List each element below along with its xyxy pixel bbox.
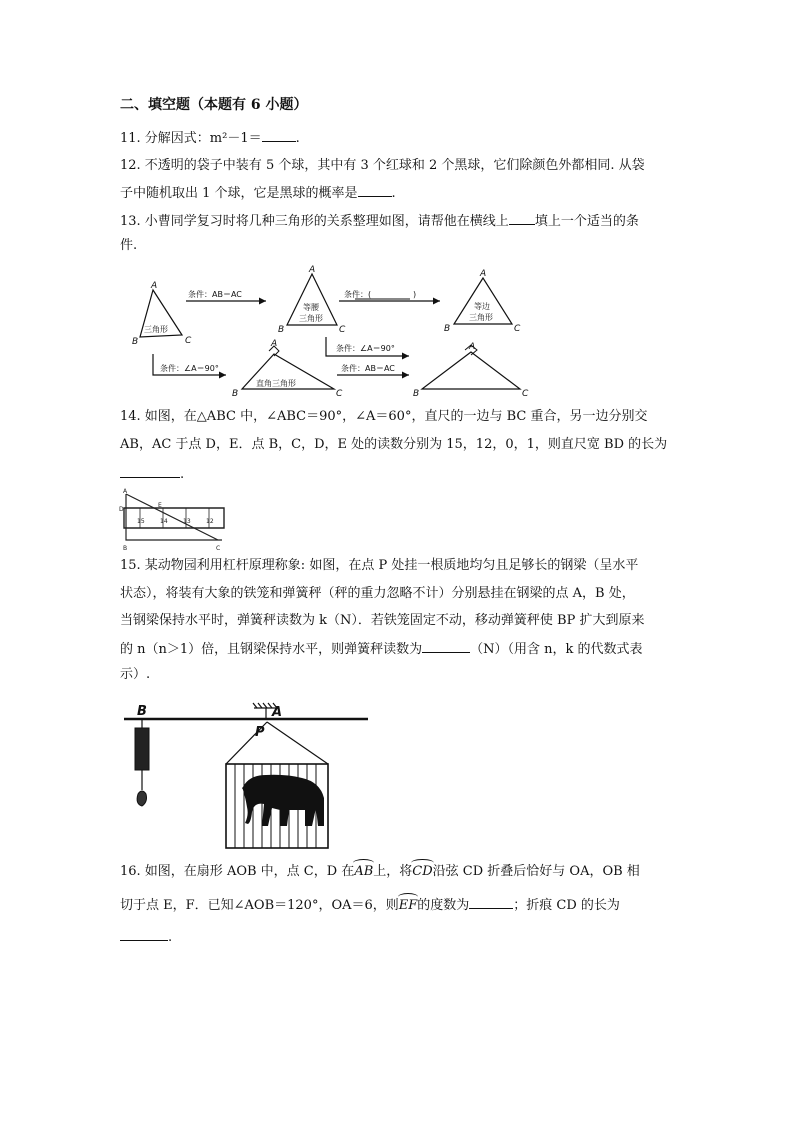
q11-text: 11. 分解因式：m²－1＝ [120,131,262,146]
spring-scale [135,728,149,770]
q16-tail: . [168,930,173,945]
q16-line2-c: ；折痕 CD 的长为 [513,898,620,913]
fig13-condition-3: 条件：∠A＝90° [336,344,395,353]
fig13-label-isosceles-2: 三角形 [299,314,323,323]
fig13-label-b2: B [278,325,285,335]
fig13-label-a3: A [480,269,487,279]
q13-line1-b: 填上一个适当的条 [534,214,639,229]
fig13-label-a4: A [271,339,278,349]
fig13-label-a1: A [151,281,158,291]
fig13-label-c5: C [522,389,529,399]
fig13-condition-2-close: ) [413,290,417,299]
q15-line4-b: （N）（用含 n，k 的代数式表 [470,642,643,657]
question-14-line2: AB，AC 于点 D，E．点 B，C，D，E 处的读数分别为 15，12，0，1，则直尺宽 BD 的长为 [120,437,668,452]
q16-length-blank[interactable] [120,927,168,941]
fig15-label-a: A [272,705,283,720]
fig13-label-b3: B [444,324,451,334]
question-16-line2 [120,895,620,915]
question-12-line2 [120,183,396,203]
q14-answer-blank[interactable] [120,464,180,478]
q15-line4-a: 的 n（n＞1）倍，且钢梁保持水平，则弹簧秤读数为 [120,642,423,657]
fig13-label-c1: C [185,336,192,346]
fig14-label-c: C [216,545,221,552]
q11-tail: . [295,131,300,146]
fig13-condition-1: 条件：AB＝AC [188,290,242,299]
section-heading: 二、填空题（本题有 6 小题） [120,97,308,113]
fig13-condition-2-open: 条件：( [344,290,372,299]
fig13-label-b5: B [413,389,420,399]
fig14-label-a: A [123,488,128,495]
figure-14-ruler [118,488,230,552]
fig13-label-c4: C [336,389,343,399]
question-13-line2: 件. [120,238,138,253]
q13-answer-blank[interactable] [509,211,535,225]
arc-ab: AB [354,864,374,879]
fig13-label-b1: B [132,337,139,347]
question-13-line1 [120,211,639,231]
right-isosceles-triangle [422,352,520,389]
q12-line2-text: 子中随机取出 1 个球，它是黑球的概率是 [120,186,358,201]
fig13-label-equilateral-1: 等边 [474,302,490,311]
q12-answer-blank[interactable] [358,183,392,197]
q15-answer-blank[interactable] [422,639,470,653]
question-14-line1: 14. 如图，在△ABC 中，∠ABC＝90°，∠A＝60°，直尺的一边与 BC 重合，另一边分别交 [120,409,648,424]
fig14-label-d: D [119,506,124,513]
fig14-tick-14: 14 [160,518,168,525]
question-16-line1 [120,863,640,881]
q11-answer-blank[interactable] [262,128,296,142]
question-12-line1: 12. 不透明的袋子中装有 5 个球，其中有 3 个红球和 2 个黑球，它们除颜色外都相同. 从袋 [120,158,645,173]
scale-hook [137,791,146,806]
fig13-label-a2: A [309,265,316,275]
q16-line2-b: 的度数为 [417,898,470,913]
elephant-silhouette [242,775,324,826]
fig13-label-equilateral-2: 三角形 [469,313,493,322]
question-15-line1: 15. 某动物园利用杠杆原理称象: 如图，在点 P 处挂一根质地均匀且足够长的钢梁（呈水平 [120,558,639,573]
figure-13-triangle-relations [126,262,536,400]
q12-tail: . [391,186,396,201]
fig13-label-triangle: 三角形 [144,325,168,334]
q16-line1-a: 16. 如图，在扇形 AOB 中，点 C，D 在 [120,864,355,879]
fig15-label-b: B [137,704,147,719]
arc-ef: EF [398,898,418,913]
fig15-label-p: P [255,725,265,740]
question-11 [120,128,300,148]
question-15-line2: 状态），将装有大象的铁笼和弹簧秤（秤的重力忽略不计）分别悬挂在钢梁的点 A，B 处， [120,586,635,601]
q13-line1-a: 13. 小曹同学复习时将几种三角形的关系整理如图，请帮他在横线上 [120,214,509,229]
question-15-line4 [120,639,643,659]
question-16-line3 [120,927,172,947]
fig14-label-b: B [123,545,128,552]
fig13-condition-5: 条件：AB＝AC [341,364,395,373]
fig13-label-c2: C [339,325,346,335]
fig13-label-isosceles-1: 等腰 [303,303,319,312]
fig14-tick-12: 12 [206,518,214,525]
fig13-label-b4: B [232,389,239,399]
q16-degree-blank[interactable] [469,895,513,909]
q16-line1-c: 沿弦 CD 折叠后恰好与 OA，OB 相 [432,864,640,879]
fig13-label-right: 直角三角形 [256,379,296,388]
q16-line1-b: 上，将 [373,864,413,879]
fig13-condition-4: 条件：∠A＝90° [160,364,219,373]
question-15-line5: 示）. [120,667,151,682]
fig13-label-c3: C [514,324,521,334]
figure-15-elephant-lever [122,694,372,850]
arc-cd: CD [412,864,433,879]
q14-tail: . [180,467,185,482]
question-15-line3: 当钢梁保持水平时，弹簧秤读数为 k（N）．若铁笼固定不动，移动弹簧秤使 BP 扩大到原来 [120,613,645,628]
fig14-tick-13: 13 [183,518,191,525]
fig13-label-a5: A [469,342,476,352]
question-14-line3 [120,464,184,484]
q16-line2-a: 切于点 E，F．已知∠AOB＝120°，OA＝6，则 [120,898,399,913]
fig14-label-e: E [158,502,162,509]
fig14-tick-15: 15 [137,518,145,525]
